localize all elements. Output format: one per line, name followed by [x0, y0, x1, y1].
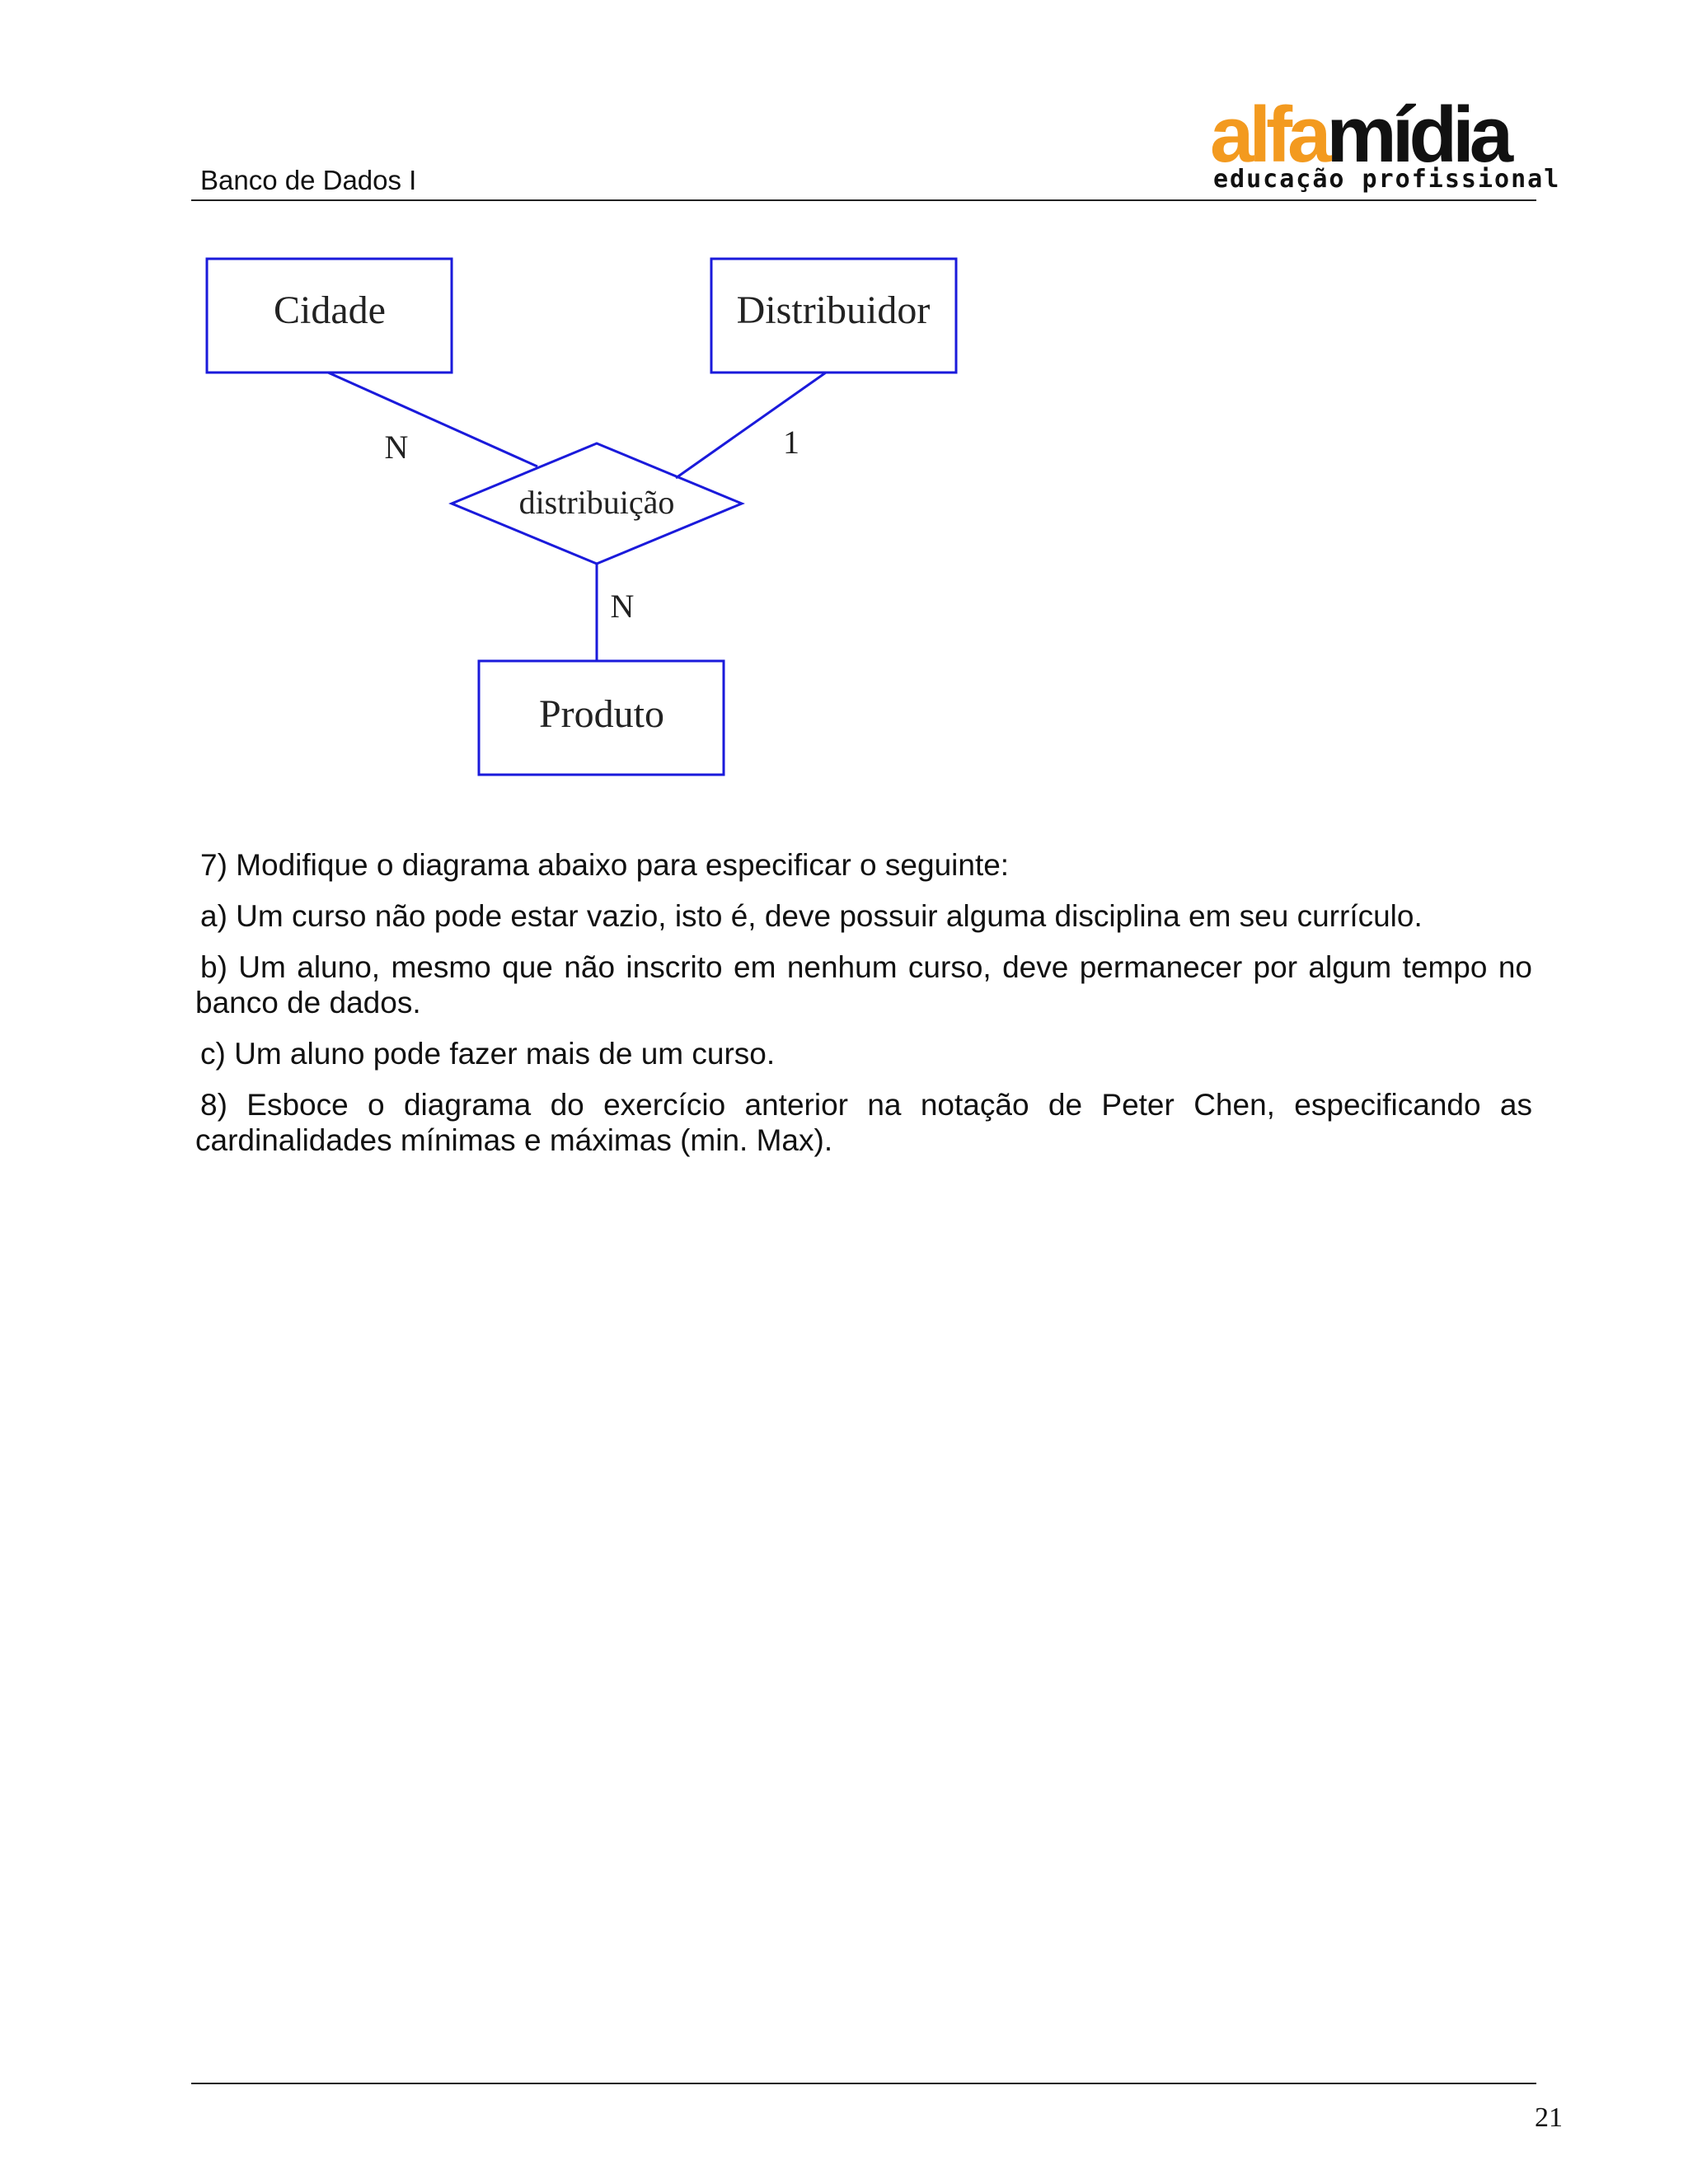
- header-rule: [191, 199, 1536, 201]
- cardinality-distribuidor: 1: [783, 424, 799, 461]
- entity-label-produto: Produto: [538, 692, 665, 736]
- exercise-7-item-c: c) Um aluno pode fazer mais de um curso.: [200, 1037, 776, 1071]
- logo-wordmark-dark: mídia: [1326, 91, 1509, 179]
- exercise-7-intro: 7) Modifique o diagrama abaixo para especificar o seguinte:: [200, 848, 1010, 882]
- exercise-7-item-a: a) Um curso não pode estar vazio, isto é, deve possuir alguma disciplina em seu currículo.: [200, 899, 1423, 933]
- page-number: 21: [1535, 2102, 1563, 2133]
- cardinality-produto: N: [610, 588, 635, 625]
- entity-label-distribuidor: Distribuidor: [736, 288, 931, 332]
- er-diagram: [198, 247, 981, 791]
- er-diagram-svg: [198, 247, 981, 791]
- running-header-title: Banco de Dados I: [200, 165, 417, 195]
- exercise-text: [195, 847, 1532, 1174]
- cardinality-cidade: N: [384, 429, 409, 466]
- logo-tagline: educação profissional: [1213, 165, 1561, 194]
- logo-wordmark: [1210, 91, 1509, 179]
- exercise-8: 8) Esboce o diagrama do exercício anterior na notação de Peter Chen, especificando as cardinalidades mínimas e máximas (min. Max).: [195, 1088, 1532, 1157]
- entity-label-cidade: Cidade: [274, 288, 386, 332]
- logo-wordmark-accent: alfa: [1210, 91, 1327, 179]
- relationship-label: distribuição: [518, 484, 675, 521]
- alfamidia-logo: [1210, 91, 1561, 194]
- connector-cidade: [328, 373, 537, 466]
- connector-distribuidor: [676, 373, 826, 478]
- exercise-7-item-b: b) Um aluno, mesmo que não inscrito em nenhum curso, deve permanecer por algum tempo no banco de dados.: [195, 950, 1532, 1019]
- footer-rule: [191, 2083, 1536, 2084]
